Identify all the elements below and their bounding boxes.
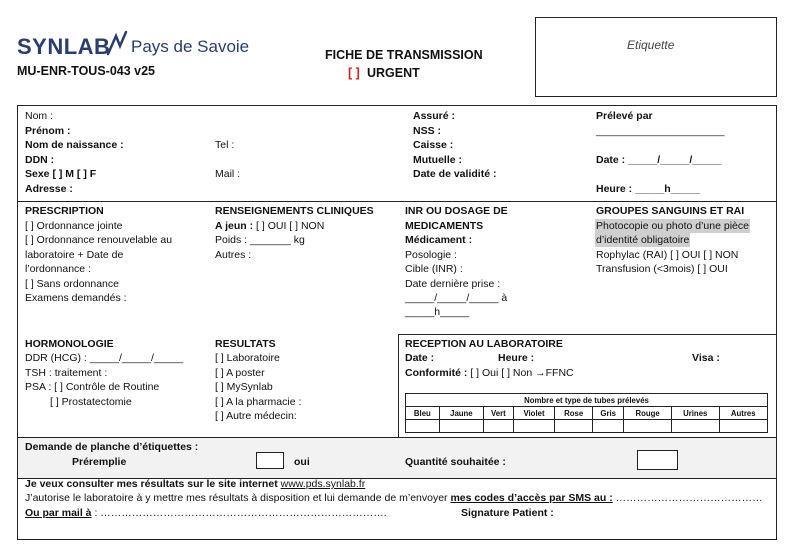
document-code: MU-ENR-TOUS-043 v25 [17, 64, 156, 78]
tube-count-cell[interactable] [484, 420, 514, 433]
sms-row [25, 491, 763, 505]
jeun-options[interactable]: [ ] OUI [ ] NON [253, 220, 325, 232]
reception-heure-label: Heure : [498, 352, 535, 364]
ddr-field[interactable]: DDR (HCG) : _____/_____/_____ [25, 352, 184, 364]
nom-naissance-label: Nom de naissance : [25, 139, 124, 151]
divider [17, 201, 777, 202]
consult-row [25, 477, 365, 491]
tube-header: Urines [671, 407, 719, 420]
autres-label: Autres : [215, 249, 252, 261]
quantite-label: Quantité souhaitée : [405, 456, 506, 468]
prescription-line: laboratoire + Date de [25, 249, 124, 261]
photocopie-notice-2: d’identité obligatoire [596, 234, 690, 246]
validite-label: Date de validité : [413, 168, 497, 180]
signature-label: Signature Patient : [461, 507, 554, 519]
tel-label: Tel : [215, 139, 235, 151]
planche-label: Demande de planche d’étiquettes : [25, 441, 199, 453]
derniere-prise-heure: _____h_____ [405, 306, 470, 318]
derniere-prise-date: _____/_____/_____ à [405, 292, 508, 304]
synlab-website-link[interactable]: www.pds.synlab.fr [280, 478, 366, 490]
poids-field[interactable]: Poids : _______ kg [215, 234, 305, 246]
divider [398, 334, 777, 335]
reception-title: RECEPTION AU LABORATOIRE [405, 338, 563, 350]
medicament-label: Médicament : [405, 234, 473, 246]
nss-label: NSS : [413, 125, 442, 137]
cible-label: Cible (INR) : [405, 263, 463, 275]
prescription-line: l’ordonnance : [25, 263, 91, 275]
tube-header: Jaune [439, 407, 483, 420]
label-box-text: Etiquette [627, 38, 675, 52]
groupes-title: GROUPES SANGUINS ET RAI [596, 205, 745, 217]
quantite-input[interactable] [637, 450, 678, 470]
tube-count-cell[interactable] [513, 420, 555, 433]
planche-oui-label: oui [294, 456, 310, 468]
conformite-options[interactable]: [ ] Oui [ ] Non →FFNC [467, 367, 574, 379]
inr-title: INR OU DOSAGE DE [405, 205, 508, 217]
consult-text: Je veux consulter mes résultats sur le site internet [25, 478, 281, 490]
rophylac-checkboxes[interactable]: Rophylac (RAI) [ ] OUI [ ] NON [596, 249, 739, 261]
psa-checkbox[interactable]: PSA : [ ] Contrôle de Routine [25, 381, 160, 393]
tube-count-cell[interactable] [555, 420, 593, 433]
tube-count-cell[interactable] [719, 420, 767, 433]
mutuelle-label: Mutuelle : [413, 154, 462, 166]
tube-count-cell[interactable] [439, 420, 483, 433]
synlab-swoosh-icon [104, 28, 130, 56]
tube-header: Rouge [624, 407, 672, 420]
mail-label: Mail : [215, 168, 241, 180]
mail-row [25, 506, 387, 520]
mail-label: Ou par mail à [25, 507, 92, 519]
logo-brand: SYNLAB [17, 34, 111, 59]
tubes-title: Nombre et type de tubes prélevés [406, 394, 768, 407]
reception-date-label: Date : [405, 352, 435, 364]
resultats-poster-checkbox[interactable]: [ ] A poster [215, 367, 265, 379]
conformite-row[interactable] [405, 366, 574, 380]
prostatectomie-checkbox[interactable]: [ ] Prostatectomie [50, 396, 132, 408]
caisse-label: Caisse : [413, 139, 454, 151]
preremplie-label: Préremplie [72, 456, 127, 468]
renseignements-title: RENSEIGNEMENTS CLINIQUES [215, 205, 374, 217]
transfusion-checkbox[interactable]: Transfusion (<3mois) [ ] OUI [596, 263, 728, 275]
mail-field[interactable]: : ………………………………………………………………………. [91, 507, 387, 519]
reception-visa-label: Visa : [692, 352, 720, 364]
sms-label: mes codes d’accès par SMS au : [450, 492, 613, 504]
tube-count-cell[interactable] [406, 420, 440, 433]
sms-field[interactable]: …………………………………… [612, 492, 763, 504]
resultats-pharmacie-checkbox[interactable]: [ ] A la pharmacie : [215, 396, 302, 408]
label-box [535, 17, 777, 97]
prescription-title: PRESCRIPTION [25, 205, 104, 217]
jeun-label: A jeun : [215, 220, 254, 232]
nom-label: Nom : [25, 110, 54, 122]
tsh-label: TSH : traitement : [25, 367, 108, 379]
urgent-checkbox[interactable]: [ ] [348, 66, 360, 80]
examens-demandes-label: Examens demandés : [25, 292, 127, 304]
ordonnance-renouvelable-checkbox[interactable]: [ ] Ordonnance renouvelable au [25, 234, 173, 246]
derniere-prise-label: Date dernière prise : [405, 278, 501, 290]
prenom-label: Prénom : [25, 125, 71, 137]
resultats-medecin-checkbox[interactable]: [ ] Autre médecin: [215, 410, 297, 422]
preleve-par-line: ______________________ [596, 125, 725, 137]
prelevement-date: Date : _____/_____/_____ [596, 154, 722, 166]
tube-count-cell[interactable] [624, 420, 672, 433]
posologie-label: Posologie : [405, 249, 457, 261]
tube-header: Autres [719, 407, 767, 420]
tube-header: Vert [484, 407, 514, 420]
tube-header: Gris [593, 407, 624, 420]
resultats-laboratoire-checkbox[interactable]: [ ] Laboratoire [215, 352, 280, 364]
form-title: FICHE DE TRANSMISSION [325, 48, 483, 62]
tube-header: Violet [513, 407, 555, 420]
resultats-mysynlab-checkbox[interactable]: [ ] MySynlab [215, 381, 273, 393]
assure-label: Assuré : [413, 110, 456, 122]
conformite-label: Conformité : [405, 367, 468, 379]
tube-header: Bleu [406, 407, 440, 420]
jeun-row[interactable] [215, 219, 324, 233]
divider [398, 334, 399, 437]
ordonnance-jointe-checkbox[interactable]: [ ] Ordonnance jointe [25, 220, 123, 232]
hormonologie-title: HORMONOLOGIE [25, 338, 114, 350]
photocopie-notice: Photocopie ou photo d’une pièce [596, 220, 749, 232]
ddn-label: DDN : [25, 154, 55, 166]
urgent-label: URGENT [367, 66, 420, 80]
planche-checkbox[interactable] [256, 452, 284, 469]
tubes-table [405, 393, 768, 433]
prelevement-heure: Heure : _____h_____ [596, 183, 700, 195]
logo-region: Pays de Savoie [131, 37, 250, 56]
authorization-text: J’autorise le laboratoire à y mettre mes résultats à disposition et lui demande de m’envoyer [25, 492, 451, 504]
inr-title-2: MEDICAMENTS [405, 220, 484, 232]
tube-count-cell[interactable] [593, 420, 624, 433]
tube-count-cell[interactable] [671, 420, 719, 433]
sans-ordonnance-checkbox[interactable]: [ ] Sans ordonnance [25, 278, 119, 290]
adresse-label: Adresse : [25, 183, 73, 195]
resultats-title: RESULTATS [215, 338, 276, 350]
sexe-checkboxes[interactable]: Sexe [ ] M [ ] F [25, 168, 97, 180]
tube-header: Rose [555, 407, 593, 420]
preleve-par-label: Prélevé par [596, 110, 653, 122]
